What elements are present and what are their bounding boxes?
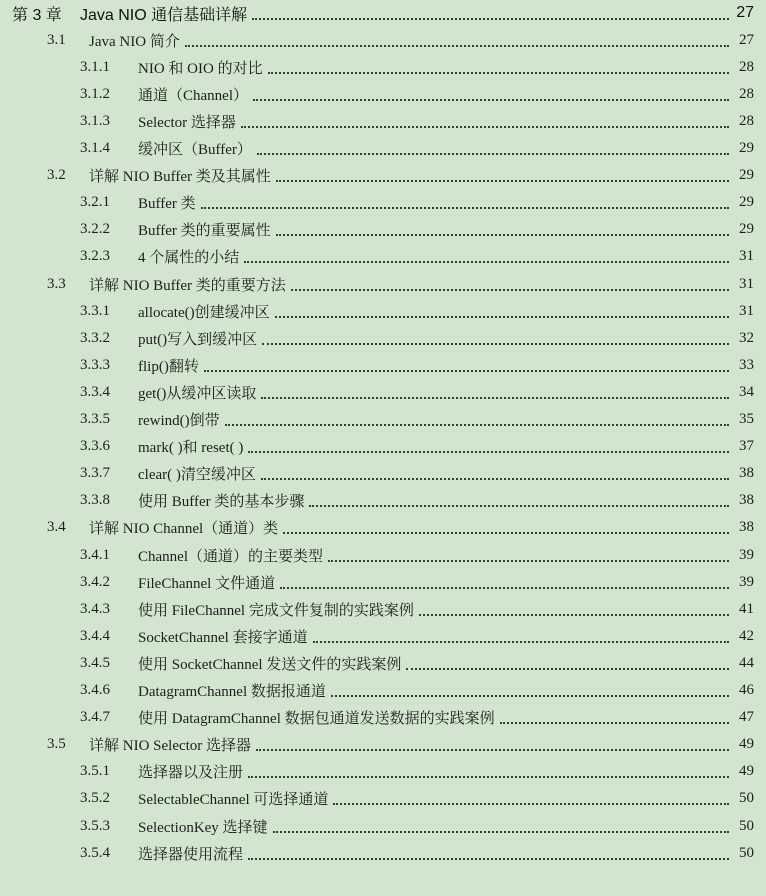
dot-leader [257, 152, 729, 155]
entry-page: 27 [739, 31, 754, 48]
toc-entry-3-5[interactable] [47, 732, 754, 758]
entry-page: 38 [739, 465, 754, 482]
entry-title: 4 个属性的小结 [138, 250, 240, 267]
toc-entry-3-1-4[interactable] [80, 136, 754, 162]
entry-title: SocketChannel 套接字通道 [138, 629, 308, 646]
toc-entry-3-4-7[interactable] [80, 705, 754, 731]
toc-entry-3-3-3[interactable] [80, 352, 754, 378]
entry-page: 46 [739, 682, 754, 698]
toc-entry-3-3[interactable] [47, 271, 754, 297]
entry-page: 39 [739, 546, 754, 563]
entry-title: 详解 NIO Selector 选择器 [89, 738, 252, 755]
toc-entry-3-2[interactable] [47, 163, 754, 189]
entry-number: 3.4.2 [80, 573, 110, 590]
dot-leader [248, 857, 729, 860]
entry-number: 3.3.2 [80, 329, 110, 346]
dot-leader [313, 640, 729, 643]
dot-leader [283, 531, 729, 534]
dot-leader [280, 586, 729, 589]
dot-leader [252, 17, 729, 20]
toc-entry-3-5-2[interactable] [80, 786, 754, 812]
toc-entry-3-5-4[interactable] [80, 840, 754, 866]
entry-title: put()写入到缓冲区 [138, 331, 258, 348]
entry-page: 29 [739, 221, 754, 238]
entry-number: 3.2.3 [80, 248, 110, 265]
dot-leader [276, 179, 729, 182]
entry-title: Buffer 类 [138, 196, 196, 213]
entry-number: 3.4.1 [80, 546, 110, 563]
entry-page: 28 [739, 85, 754, 102]
dot-leader [273, 830, 729, 833]
dot-leader [268, 71, 729, 74]
entry-number: 3.3.8 [80, 492, 110, 509]
entry-title: 缓冲区（Buffer） [138, 142, 252, 158]
toc-entry-3-3-2[interactable] [80, 325, 754, 351]
toc-entry-3-1-1[interactable] [80, 54, 754, 80]
dot-leader [248, 775, 729, 778]
entry-title: SelectableChannel 可选择通道 [138, 792, 329, 809]
dot-leader [241, 125, 729, 128]
entry-number: 3.3.6 [80, 438, 110, 455]
dot-leader [328, 559, 729, 562]
entry-page: 39 [739, 573, 754, 590]
entry-page: 33 [739, 356, 754, 373]
entry-number: 3.2.2 [80, 221, 110, 238]
chapter-page: 27 [736, 4, 754, 21]
chapter-number: 第 3 章 [12, 6, 62, 24]
dot-leader [276, 233, 729, 236]
entry-title: 详解 NIO Buffer 类及其属性 [89, 169, 271, 186]
dot-leader [275, 315, 729, 318]
entry-page: 29 [739, 167, 754, 184]
chapter-title: Java NIO 通信基础详解 [80, 6, 248, 24]
toc-entry-3-3-6[interactable] [80, 434, 754, 460]
entry-page: 32 [739, 329, 754, 346]
toc-entry-3-5-1[interactable] [80, 759, 754, 785]
entry-number: 3.3.7 [80, 465, 110, 482]
dot-leader [244, 260, 729, 263]
toc-entry-3-3-8[interactable] [80, 488, 754, 514]
entry-title: Channel（通道）的主要类型 [138, 548, 323, 565]
dot-leader [309, 504, 729, 507]
toc-entry-3-3-7[interactable] [80, 461, 754, 487]
toc-entry-3-3-1[interactable] [80, 298, 754, 324]
entry-number: 3.4.4 [80, 627, 110, 644]
entry-page: 50 [739, 844, 754, 861]
dot-leader [291, 288, 729, 291]
entry-page: 49 [739, 736, 754, 753]
dot-leader [333, 802, 729, 805]
dot-leader [248, 450, 729, 453]
entry-title: 使用 SocketChannel 发送文件的实践案例 [138, 656, 402, 673]
entry-title: 选择器使用流程 [138, 846, 244, 863]
entry-page: 35 [739, 411, 754, 427]
entry-title: flip()翻转 [138, 358, 199, 375]
entry-page: 38 [739, 492, 754, 509]
dot-leader [419, 613, 729, 616]
toc-entry-3-1-3[interactable] [80, 108, 754, 134]
entry-number: 3.3 [47, 275, 66, 292]
entry-title: FileChannel 文件通道 [138, 575, 276, 592]
entry-number: 3.5 [47, 736, 66, 753]
toc-entry-3-3-5[interactable] [80, 407, 754, 433]
entry-title: 选择器以及注册 [138, 765, 244, 782]
entry-title: 详解 NIO Buffer 类的重要方法 [89, 277, 286, 294]
entry-title: DatagramChannel 数据报通道 [138, 684, 326, 700]
entry-number: 3.3.1 [80, 302, 110, 319]
toc-entry-3-1-2[interactable] [80, 81, 754, 107]
entry-title: mark( )和 reset( ) [138, 440, 244, 457]
toc-entry-3-4-2[interactable] [80, 569, 754, 595]
dot-leader [204, 369, 729, 372]
toc-entry-3-4[interactable] [47, 515, 754, 541]
entry-page: 31 [739, 275, 754, 292]
dot-leader [185, 44, 729, 47]
dot-leader [261, 477, 729, 480]
entry-number: 3.4.3 [80, 600, 110, 617]
entry-page: 37 [739, 438, 754, 455]
entry-title: 使用 DatagramChannel 数据包通道发送数据的实践案例 [138, 711, 495, 728]
dot-leader [256, 748, 729, 751]
toc-entry-3-2-3[interactable] [80, 244, 754, 270]
chapter-heading[interactable] [0, 0, 754, 26]
entry-page: 28 [739, 58, 754, 75]
entry-title: get()从缓冲区读取 [138, 385, 257, 402]
entry-title: Java NIO 简介 [89, 33, 180, 50]
entry-number: 3.2 [47, 167, 66, 184]
entry-page: 31 [739, 302, 754, 319]
dot-leader [201, 206, 729, 209]
entry-title: rewind()倒带 [138, 413, 220, 429]
toc-entry-3-4-3[interactable] [80, 596, 754, 622]
entry-title: 详解 NIO Channel（通道）类 [89, 521, 279, 538]
dot-leader [225, 423, 729, 426]
entry-number: 3.3.4 [80, 383, 110, 400]
entry-page: 38 [739, 519, 754, 536]
dot-leader [331, 694, 729, 697]
entry-number: 3.1.1 [80, 58, 110, 75]
toc-entry-3-4-1[interactable] [80, 542, 754, 568]
entry-page: 29 [739, 194, 754, 211]
entry-title: Selector 选择器 [138, 114, 236, 131]
entry-title: Buffer 类的重要属性 [138, 223, 271, 240]
entry-title: 使用 Buffer 类的基本步骤 [138, 494, 305, 511]
dot-leader [500, 721, 729, 724]
toc-entry-3-1[interactable] [47, 27, 754, 53]
toc-entry-3-4-6[interactable] [80, 678, 754, 704]
entry-number: 3.1.4 [80, 140, 110, 156]
entry-page: 49 [739, 763, 754, 780]
entry-number: 3.3.3 [80, 356, 110, 373]
entry-number: 3.4.7 [80, 709, 110, 726]
entry-page: 34 [739, 383, 754, 400]
entry-number: 3.4.6 [80, 682, 110, 698]
entry-page: 28 [739, 112, 754, 129]
entry-title: NIO 和 OIO 的对比 [138, 60, 263, 77]
toc-entry-3-3-4[interactable] [80, 379, 754, 405]
entry-title: 使用 FileChannel 完成文件复制的实践案例 [138, 602, 414, 619]
entry-title: SelectionKey 选择键 [138, 819, 268, 836]
toc-entry-3-2-2[interactable] [80, 217, 754, 243]
entry-page: 29 [739, 140, 754, 156]
entry-page: 44 [739, 654, 754, 671]
entry-page: 50 [739, 790, 754, 807]
toc-entry-3-2-1[interactable] [80, 190, 754, 216]
entry-page: 42 [739, 627, 754, 644]
entry-number: 3.3.5 [80, 411, 110, 427]
entry-number: 3.5.1 [80, 763, 110, 780]
entry-number: 3.1.3 [80, 112, 110, 129]
entry-number: 3.4.5 [80, 654, 110, 671]
entry-number: 3.5.2 [80, 790, 110, 807]
entry-number: 3.1.2 [80, 85, 110, 102]
entry-page: 41 [739, 600, 754, 617]
dot-leader [262, 342, 729, 345]
entry-title: 通道（Channel） [138, 87, 248, 104]
entry-number: 3.4 [47, 519, 66, 536]
dot-leader [261, 396, 729, 399]
entry-number: 3.5.4 [80, 844, 110, 861]
entry-page: 47 [739, 709, 754, 726]
entry-title: clear( )清空缓冲区 [138, 467, 256, 484]
entry-title: allocate()创建缓冲区 [138, 304, 270, 321]
toc-entry-3-5-3[interactable] [80, 813, 754, 839]
entry-number: 3.5.3 [80, 817, 110, 834]
entry-page: 50 [739, 817, 754, 834]
entry-number: 3.1 [47, 31, 66, 48]
entry-number: 3.2.1 [80, 194, 110, 211]
dot-leader [253, 98, 729, 101]
toc-entry-3-4-5[interactable] [80, 650, 754, 676]
entry-page: 31 [739, 248, 754, 265]
toc-entry-3-4-4[interactable] [80, 623, 754, 649]
dot-leader [406, 667, 729, 670]
